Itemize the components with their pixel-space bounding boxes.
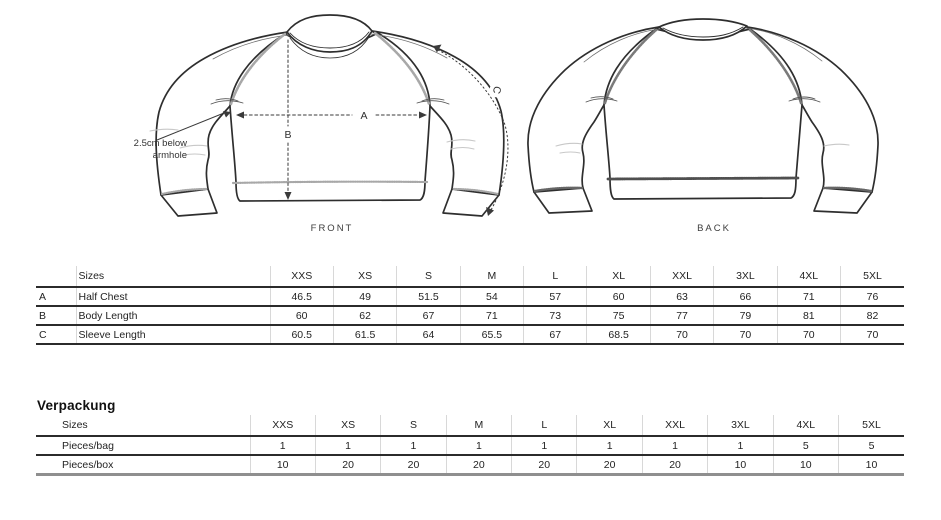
table-row <box>36 287 904 306</box>
cell: 20 <box>315 455 380 475</box>
cell: 77 <box>650 306 713 325</box>
cell: 61.5 <box>333 325 396 344</box>
cell: 5 <box>773 436 838 455</box>
row-label: Body Length <box>76 306 270 325</box>
cell: 5 <box>839 436 904 455</box>
header-col: L <box>524 266 587 287</box>
cell: 76 <box>841 287 904 306</box>
cell: 46.5 <box>270 287 333 306</box>
header-col: XS <box>333 266 396 287</box>
cell: 60.5 <box>270 325 333 344</box>
cell: 1 <box>250 436 315 455</box>
cell: 66 <box>714 287 777 306</box>
cell: 65.5 <box>460 325 523 344</box>
cell: 20 <box>642 455 707 475</box>
cell: 49 <box>333 287 396 306</box>
cell: 54 <box>460 287 523 306</box>
cell: 51.5 <box>397 287 460 306</box>
cell: 10 <box>839 455 904 475</box>
cell: 63 <box>650 287 713 306</box>
garment-diagram <box>0 0 941 255</box>
cell: 70 <box>777 325 840 344</box>
cell: 20 <box>577 455 642 475</box>
cell: 1 <box>315 436 380 455</box>
row-label: Half Chest <box>76 287 270 306</box>
header-col: XXS <box>270 266 333 287</box>
row-key: B <box>36 306 76 325</box>
cell: 71 <box>777 287 840 306</box>
size-table <box>36 266 904 345</box>
header-col: 5XL <box>841 266 904 287</box>
cell: 1 <box>708 436 773 455</box>
table-row <box>36 306 904 325</box>
cell: 20 <box>512 455 577 475</box>
cell: 67 <box>524 325 587 344</box>
header-col: M <box>460 266 523 287</box>
cell: 60 <box>270 306 333 325</box>
cell: 57 <box>524 287 587 306</box>
armhole-note-line1: 2.5cm below <box>133 138 187 149</box>
cell: 71 <box>460 306 523 325</box>
row-label: Pieces/bag <box>36 436 250 455</box>
packaging-table <box>36 415 904 476</box>
cell: 70 <box>650 325 713 344</box>
cell: 67 <box>397 306 460 325</box>
header-col: 3XL <box>708 415 773 436</box>
row-label: Pieces/box <box>36 455 250 475</box>
dim-c-label: C <box>489 84 504 95</box>
header-col: S <box>397 266 460 287</box>
header-col: 5XL <box>839 415 904 436</box>
header-col: L <box>512 415 577 436</box>
dim-a-label: A <box>360 110 368 122</box>
table-row <box>36 455 904 475</box>
back-view-drawing <box>528 19 878 213</box>
header-sizes: Sizes <box>36 415 250 436</box>
front-view-label: FRONT <box>310 223 354 234</box>
cell: 10 <box>250 455 315 475</box>
header-col: XL <box>577 415 642 436</box>
size-table-header-row <box>36 266 904 287</box>
cell: 82 <box>841 306 904 325</box>
size-table-wrap <box>36 266 904 345</box>
packaging-table-header-row <box>36 415 904 436</box>
row-key: C <box>36 325 76 344</box>
header-spacer <box>36 266 76 287</box>
cell: 73 <box>524 306 587 325</box>
header-sizes: Sizes <box>76 266 270 287</box>
cell: 1 <box>446 436 511 455</box>
cell: 10 <box>708 455 773 475</box>
header-col: XL <box>587 266 650 287</box>
packaging-table-wrap <box>36 415 904 476</box>
cell: 70 <box>714 325 777 344</box>
header-col: XXL <box>650 266 713 287</box>
cell: 68.5 <box>587 325 650 344</box>
packaging-title: Verpackung <box>37 398 116 413</box>
header-col: XXS <box>250 415 315 436</box>
cell: 60 <box>587 287 650 306</box>
cell: 1 <box>512 436 577 455</box>
row-label: Sleeve Length <box>76 325 270 344</box>
header-col: M <box>446 415 511 436</box>
cell: 1 <box>577 436 642 455</box>
back-view-label: BACK <box>697 223 731 234</box>
row-key: A <box>36 287 76 306</box>
cell: 75 <box>587 306 650 325</box>
armhole-note-line2: armhole <box>152 150 187 161</box>
header-col: XXL <box>642 415 707 436</box>
cell: 1 <box>642 436 707 455</box>
table-row <box>36 325 904 344</box>
cell: 20 <box>381 455 446 475</box>
cell: 79 <box>714 306 777 325</box>
cell: 70 <box>841 325 904 344</box>
header-col: 4XL <box>773 415 838 436</box>
cell: 1 <box>381 436 446 455</box>
dim-b-label: B <box>284 129 292 141</box>
cell: 81 <box>777 306 840 325</box>
cell: 20 <box>446 455 511 475</box>
cell: 10 <box>773 455 838 475</box>
header-col: 3XL <box>714 266 777 287</box>
header-col: XS <box>315 415 380 436</box>
cell: 62 <box>333 306 396 325</box>
table-row <box>36 436 904 455</box>
header-col: 4XL <box>777 266 840 287</box>
header-col: S <box>381 415 446 436</box>
cell: 64 <box>397 325 460 344</box>
